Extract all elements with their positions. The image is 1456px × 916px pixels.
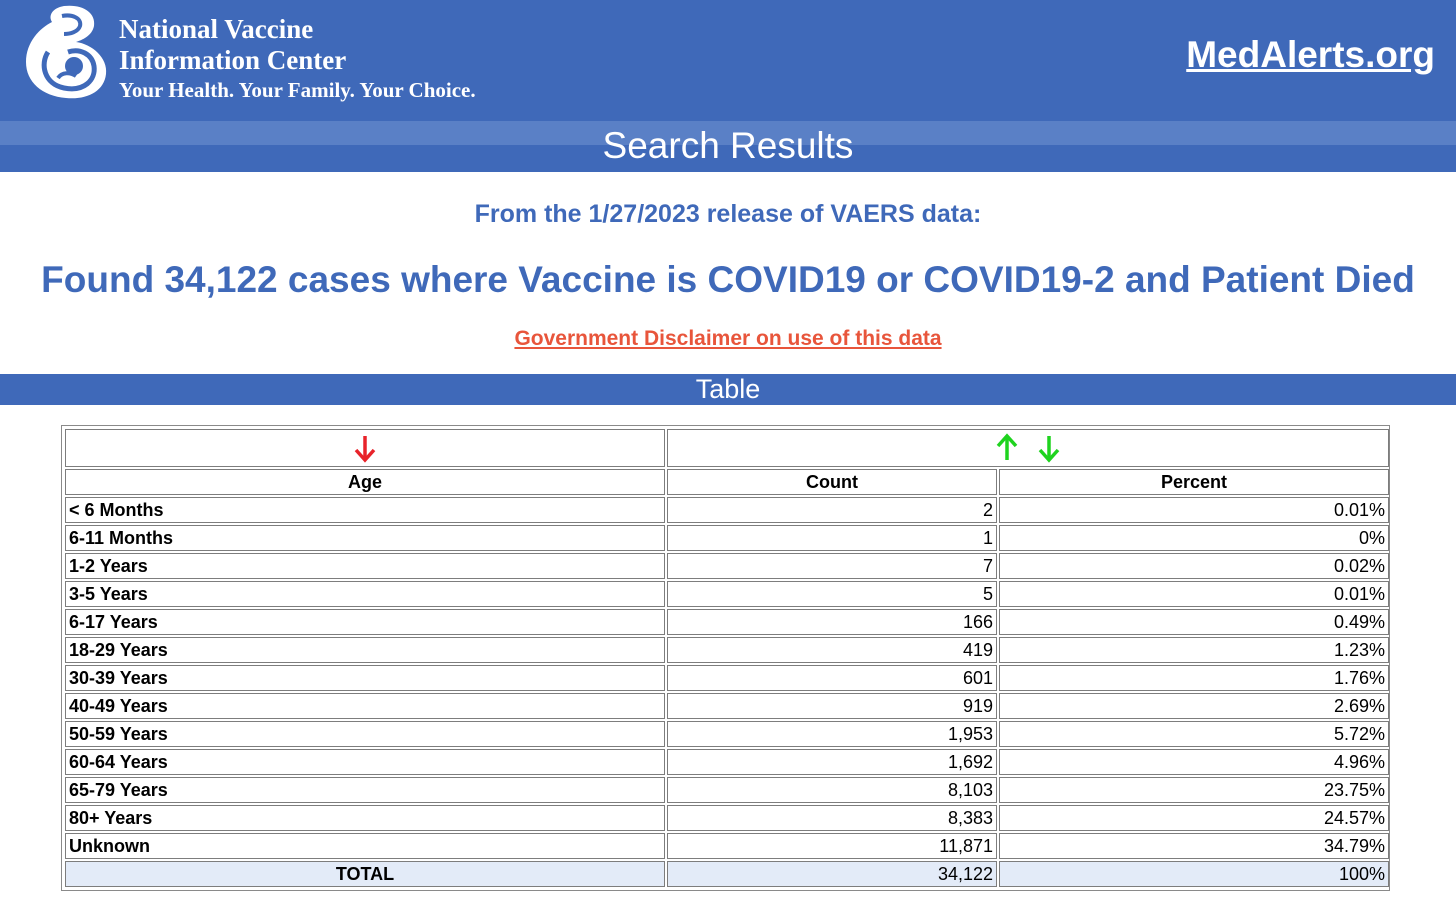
government-disclaimer-link[interactable]: Government Disclaimer on use of this data bbox=[514, 327, 942, 350]
count-sort-cell bbox=[667, 429, 1389, 467]
percent-cell: 23.75% bbox=[999, 777, 1389, 803]
sort-controls-row bbox=[65, 429, 1389, 467]
table-row bbox=[65, 749, 1389, 775]
table-header-row bbox=[65, 469, 1389, 495]
percent-cell: 0.01% bbox=[999, 497, 1389, 523]
table-row bbox=[65, 609, 1389, 635]
total-percent: 100% bbox=[999, 861, 1389, 887]
age-cell: 1-2 Years bbox=[65, 553, 665, 579]
count-cell: 601 bbox=[667, 665, 997, 691]
medalerts-home-link[interactable]: MedAlerts.org bbox=[1186, 34, 1435, 75]
site-header bbox=[0, 0, 1456, 121]
table-row bbox=[65, 665, 1389, 691]
percent-cell: 1.23% bbox=[999, 637, 1389, 663]
percent-cell: 0.02% bbox=[999, 553, 1389, 579]
age-cell: 80+ Years bbox=[65, 805, 665, 831]
table-row bbox=[65, 581, 1389, 607]
table-row bbox=[65, 693, 1389, 719]
age-cell: 40-49 Years bbox=[65, 693, 665, 719]
arrow-down-red-icon[interactable] bbox=[353, 432, 377, 464]
age-cell: Unknown bbox=[65, 833, 665, 859]
results-table-container bbox=[61, 425, 1390, 891]
age-cell: 30-39 Years bbox=[65, 665, 665, 691]
age-sort-cell bbox=[65, 429, 665, 467]
org-tagline: Your Health. Your Family. Your Choice. bbox=[119, 78, 476, 102]
percent-cell: 24.57% bbox=[999, 805, 1389, 831]
org-name bbox=[119, 14, 476, 104]
age-cell: 18-29 Years bbox=[65, 637, 665, 663]
percent-cell: 0.01% bbox=[999, 581, 1389, 607]
total-label: TOTAL bbox=[65, 861, 665, 887]
table-row bbox=[65, 833, 1389, 859]
percent-cell: 34.79% bbox=[999, 833, 1389, 859]
results-table bbox=[63, 427, 1391, 889]
count-cell: 8,383 bbox=[667, 805, 997, 831]
age-cell: 6-11 Months bbox=[65, 525, 665, 551]
mother-child-logo-icon[interactable] bbox=[22, 2, 114, 100]
column-header-count: Count bbox=[667, 469, 997, 495]
disclaimer-container bbox=[0, 327, 1456, 351]
age-cell: < 6 Months bbox=[65, 497, 665, 523]
table-row bbox=[65, 721, 1389, 747]
count-cell: 2 bbox=[667, 497, 997, 523]
count-cell: 166 bbox=[667, 609, 997, 635]
org-name-line2: Information Center bbox=[119, 45, 347, 75]
age-cell: 60-64 Years bbox=[65, 749, 665, 775]
results-summary: Found 34,122 cases where Vaccine is COVID19 or COVID19-2 and Patient Died bbox=[41, 259, 1415, 300]
total-count: 34,122 bbox=[667, 861, 997, 887]
count-cell: 1,953 bbox=[667, 721, 997, 747]
table-row bbox=[65, 805, 1389, 831]
org-name-line1: National Vaccine bbox=[119, 14, 314, 44]
age-cell: 3-5 Years bbox=[65, 581, 665, 607]
column-header-age: Age bbox=[65, 469, 665, 495]
percent-cell: 0.49% bbox=[999, 609, 1389, 635]
age-cell: 65-79 Years bbox=[65, 777, 665, 803]
count-cell: 11,871 bbox=[667, 833, 997, 859]
table-section-heading: Table bbox=[0, 374, 1456, 405]
percent-cell: 0% bbox=[999, 525, 1389, 551]
count-cell: 1 bbox=[667, 525, 997, 551]
total-row bbox=[65, 861, 1389, 887]
count-cell: 1,692 bbox=[667, 749, 997, 775]
page-title: Search Results bbox=[602, 125, 854, 166]
percent-cell: 5.72% bbox=[999, 721, 1389, 747]
count-cell: 5 bbox=[667, 581, 997, 607]
table-body bbox=[65, 497, 1389, 859]
table-row bbox=[65, 777, 1389, 803]
arrow-up-green-icon[interactable] bbox=[995, 432, 1019, 464]
count-cell: 8,103 bbox=[667, 777, 997, 803]
percent-cell: 2.69% bbox=[999, 693, 1389, 719]
release-info: From the 1/27/2023 release of VAERS data: bbox=[474, 200, 982, 228]
count-cell: 919 bbox=[667, 693, 997, 719]
table-row bbox=[65, 525, 1389, 551]
column-header-percent: Percent bbox=[999, 469, 1389, 495]
table-row bbox=[65, 497, 1389, 523]
count-cell: 419 bbox=[667, 637, 997, 663]
table-row bbox=[65, 553, 1389, 579]
percent-cell: 4.96% bbox=[999, 749, 1389, 775]
age-cell: 50-59 Years bbox=[65, 721, 665, 747]
table-row bbox=[65, 637, 1389, 663]
percent-cell: 1.76% bbox=[999, 665, 1389, 691]
count-cell: 7 bbox=[667, 553, 997, 579]
arrow-down-green-icon[interactable] bbox=[1037, 432, 1061, 464]
age-cell: 6-17 Years bbox=[65, 609, 665, 635]
